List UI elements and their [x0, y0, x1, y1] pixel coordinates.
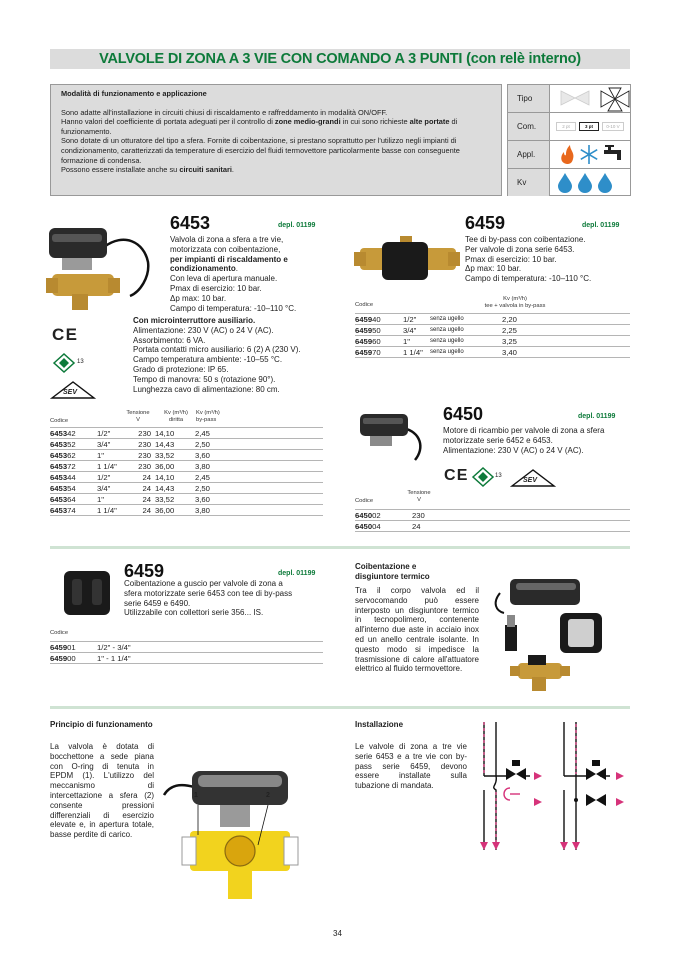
code-prefix: 6459 [50, 642, 68, 652]
insulation-shell-illustration [58, 565, 116, 620]
table-6450 [355, 509, 630, 532]
intro-p2 [61, 117, 491, 136]
desc-6459-tee-l3: Pmax di esercizio: 10 bar. [465, 254, 557, 264]
product-image-6459-shell [58, 565, 116, 620]
code-prefix: 6459 [355, 336, 373, 346]
code-cell [355, 314, 403, 325]
th-6453-kv2a: Kv (m³/h) [196, 410, 220, 416]
th-6459-tee-kv2: tee + valvola in by-pass [484, 303, 546, 309]
code-cell [50, 461, 97, 472]
coib-title-1: Coibentazione e [355, 562, 417, 571]
kv-cell: 2,25 [502, 325, 630, 336]
code-suffix: 72 [67, 461, 76, 471]
kv-cell: 3,25 [502, 336, 630, 347]
code-suffix: 52 [67, 439, 76, 449]
th-6453-kv-bypass [196, 410, 230, 424]
spec-label-appl: Appl. [508, 141, 550, 168]
intro-box [50, 84, 502, 196]
com-option-2pt: 2 pt [556, 122, 576, 131]
size-cell: 1 1/4" [97, 461, 130, 472]
desc-6450 [443, 426, 633, 455]
size-cell: 1/2" [97, 428, 130, 439]
intro-p2b: zone medio-grandi [274, 117, 341, 127]
desc-6453-l8: Campo di temperatura: -10–110 °C. [170, 303, 297, 313]
spec-label-tipo: Tipo [508, 85, 550, 112]
spec-row-com [508, 113, 630, 141]
kv-cell: 2,20 [502, 314, 630, 325]
intro-p2e: di funzionamento. [61, 117, 458, 136]
table-row [50, 461, 323, 472]
code-suffix: 00 [67, 653, 76, 663]
th-6453-voltage-2: V [136, 417, 140, 423]
code-suffix: 02 [372, 510, 381, 520]
desc-6459-shell-l2: sfera motorizzate serie 6453 con tee di by-pass [124, 588, 293, 598]
callout-2: 2 [266, 792, 270, 799]
desc-6453-l4: condizionamento [170, 264, 236, 274]
th-6450-voltage-2: V [417, 497, 421, 503]
code-prefix: 6459 [50, 653, 68, 663]
desc-6453-l16: Lunghezza cavo di alimentazione: 80 cm. [133, 384, 280, 394]
code-suffix: 04 [372, 521, 381, 531]
table-row [355, 336, 630, 347]
code-suffix: 74 [67, 505, 76, 515]
installation-schematic [470, 716, 630, 856]
code-suffix: 50 [372, 325, 381, 335]
product-image-6453 [44, 222, 154, 317]
voltage-cell: 230 [130, 461, 155, 472]
note-cell: senza ugello [430, 336, 502, 347]
desc-6459-tee [465, 235, 635, 284]
imq-mark-icon [471, 466, 505, 488]
intro-p4c: . [231, 165, 234, 175]
code-cell [355, 347, 403, 358]
code-prefix: 6459 [355, 325, 373, 335]
snowflake-icon [581, 145, 597, 164]
install-title: Installazione [355, 720, 404, 729]
coib-body: Tra il corpo valvola ed il servocomando può essere interposto un disgiuntore termico in tecnopolimero, contenente all'interno due aste in acciaio inox ed un anello centrale isolante. In questo modo si impedisce la trasmissione di calore all'attuatore elettrico al fluido termovettore. [355, 586, 479, 674]
desc-6453-l1: Valvola di zona a sfera a tre vie, [170, 235, 284, 244]
desc-6450-l3: Alimentazione: 230 V (AC) o 24 V (AC). [443, 445, 584, 455]
size-cell: 1 1/4" [97, 505, 130, 516]
table-row [50, 653, 323, 664]
application-icon-group [551, 141, 631, 168]
drop-icon [578, 173, 592, 193]
code-prefix: 6453 [50, 428, 68, 438]
install-diagram [470, 716, 630, 856]
code-suffix: 01 [67, 642, 76, 652]
code-cell [50, 494, 97, 505]
depl-6450: depl. 01199 [578, 413, 616, 420]
size-cell: 1/2" [403, 314, 430, 325]
desc-6459-shell-l3: serie 6459 e 6490. [124, 598, 191, 608]
bypass-tee-illustration [352, 230, 462, 290]
kv-straight-cell: 33,52 [155, 450, 195, 461]
desc-6453-l7: Δp max: 10 bar. [170, 293, 227, 303]
spec-table [507, 84, 631, 196]
kv-bypass-cell: 3,60 [195, 450, 323, 461]
th-6453-voltage-1: Tensione [126, 410, 150, 416]
depl-6459-shell: depl. 01199 [278, 570, 316, 577]
th-6453-kv1a: Kv (m³/h) [164, 410, 188, 416]
table-row [50, 505, 323, 516]
sev-text: SEV [523, 477, 538, 484]
code-suffix: 62 [67, 450, 76, 460]
intro-p2d: alte portate [409, 117, 450, 127]
th-6450-voltage [404, 490, 434, 504]
code-cell [355, 521, 410, 532]
thermal-disconnector-illustration [490, 573, 630, 701]
kv-bypass-cell: 3,80 [195, 505, 323, 516]
kv-straight-cell: 36,00 [155, 461, 195, 472]
kv-drops [551, 169, 631, 196]
intro-heading: Modalità di funzionamento e applicazione [61, 89, 207, 98]
install-body: Le valvole di zona a tre vie serie 6453 e a tre vie con by-pass serie 6459, devono essere installate sulla tubazione di mandata. [355, 742, 467, 791]
desc-6453-l3: per impianti di riscaldamento e [170, 254, 288, 264]
voltage-cell: 230 [130, 439, 155, 450]
sev-mark-icon [50, 380, 96, 400]
code-prefix: 6453 [50, 483, 68, 493]
code-suffix: 70 [372, 347, 381, 357]
size-cell: 1/2" [97, 472, 130, 483]
table-row [50, 483, 323, 494]
com-option-3pt: 3 pt [579, 122, 599, 131]
principio-image [160, 765, 320, 905]
drop-icon [558, 173, 572, 193]
title-bar [50, 49, 630, 69]
section-divider [50, 706, 630, 709]
voltage-cell: 24 [130, 483, 155, 494]
desc-6459-shell-l1: Coibentazione a guscio per valvole di zona a [124, 579, 283, 588]
kv-bypass-cell: 2,45 [195, 428, 323, 439]
code-cell [50, 428, 97, 439]
intro-p3: Sono dotate di un otturatore del tipo a sfera. Fornite di coibentazione, si prestano soprattutto per l'utilizzo negli impianti di condizionamento, caratterizzati da temperature di esercizio del fluidi termovettore particolarmente basse con conseguente formazione di condensa. [61, 136, 460, 165]
kv-straight-cell: 14,43 [155, 439, 195, 450]
valve-symbol-icon [551, 85, 631, 112]
code-cell [355, 510, 410, 521]
th-6459-tee-code: Codice [355, 302, 374, 308]
th-6450-voltage-1: Tensione [407, 490, 431, 496]
size-cell: 3/4" [97, 439, 130, 450]
table-row [50, 439, 323, 450]
table-6459-shell [50, 641, 323, 664]
note-cell: senza ugello [430, 314, 502, 325]
intro-p2c: in cui sono richieste [340, 117, 410, 127]
product-code-6459-shell: 6459 [124, 561, 165, 581]
imq-number: 13 [495, 473, 502, 479]
voltage-cell: 24 [130, 472, 155, 483]
table-row [50, 450, 323, 461]
code-cell [50, 483, 97, 494]
spec-row-tipo [508, 85, 630, 113]
desc-6453-electric [133, 316, 333, 394]
table-row [50, 494, 323, 505]
code-suffix: 54 [67, 483, 76, 493]
depl-6459-tee: depl. 01199 [582, 222, 620, 229]
intro-p4b: circuiti sanitari [179, 165, 232, 175]
sev-mark-icon [510, 468, 556, 488]
th-6459-shell-code: Codice [50, 630, 69, 636]
table-row [50, 642, 323, 653]
coib-title [355, 562, 430, 582]
principio-title: Principio di funzionamento [50, 720, 153, 729]
code-cell [355, 336, 403, 347]
code-cell [50, 439, 97, 450]
principio-body: La valvola è dotata di bocchettone a sede piana con O-ring di tenuta in EPDM (1). L'utilizzo del meccanismo di intercettazione a sfera (2) consente pressioni differenziali di esercizio elevate e, in apertura totale, basse perdite di carico. [50, 742, 154, 840]
table-row [355, 521, 630, 532]
code-prefix: 6453 [50, 505, 68, 515]
desc-6459-shell-l4: Utilizzabile con collettori serie 356... IS. [124, 608, 264, 618]
table-row [50, 472, 323, 483]
code-suffix: 44 [67, 472, 76, 482]
code-prefix: 6459 [355, 314, 373, 324]
code-suffix: 42 [67, 428, 76, 438]
code-suffix: 60 [372, 336, 381, 346]
product-code-6453: 6453 [170, 213, 211, 233]
flame-icon [561, 145, 573, 164]
desc-6453-l9: Con microinterruttore ausiliario. [133, 316, 256, 325]
page-title: VALVOLE DI ZONA A 3 VIE CON COMANDO A 3 PUNTI (con relè interno) [99, 51, 581, 67]
voltage-cell: 24 [130, 505, 155, 516]
intro-p4 [61, 165, 491, 175]
code-prefix: 6450 [355, 521, 373, 531]
th-6453-voltage [123, 410, 153, 424]
desc-6453-l12: Portata contatti micro ausiliario: 6 (2) A (230 V). [133, 345, 301, 355]
code-prefix: 6453 [50, 450, 68, 460]
valve-type-icons [551, 85, 630, 112]
ce-mark-icon: C E [444, 467, 467, 484]
spec-row-kv [508, 169, 630, 197]
kv-straight-cell: 14,10 [155, 472, 195, 483]
code-suffix: 64 [67, 494, 76, 504]
valve-cross-section-illustration [160, 765, 320, 905]
section-divider [50, 546, 630, 549]
kv-icons [551, 169, 630, 196]
valve-actuator-illustration [44, 222, 154, 317]
desc-6459-shell [124, 579, 324, 618]
kv-straight-cell: 14,10 [155, 428, 195, 439]
com-option-0-10v: 0-10 V [602, 122, 624, 131]
table-row [355, 314, 630, 325]
kv-bypass-cell: 3,80 [195, 461, 323, 472]
coib-image [490, 573, 630, 701]
drop-icon [598, 173, 612, 193]
desc-6453-l5: Con leva di apertura manuale. [170, 274, 278, 284]
imq-mark-icon [52, 352, 82, 372]
kv-straight-cell: 36,00 [155, 505, 195, 516]
th-6453-kv1b: diritta [168, 417, 184, 423]
spec-row-appl [508, 141, 630, 169]
th-6450-code: Codice [355, 498, 374, 504]
note-cell: senza ugello [430, 325, 502, 336]
desc-6459-tee-l1: Tee di by-pass con coibentazione. [465, 235, 586, 244]
desc-6453: Valvola di zona a sfera a tre vie, motorizzata con coibentazione, per impianti di riscaldamento e condizionamento. Con leva di apertura manuale. Pmax di esercizio: 10 bar. Δp max: 10 bar. Campo di temperatura: -10–110 °C. [170, 235, 330, 313]
size-cell: 3/4" [403, 325, 430, 336]
spec-label-com: Com. [508, 113, 550, 140]
table-6453 [50, 427, 323, 516]
sev-text: SEV [63, 389, 78, 396]
code-prefix: 6453 [50, 494, 68, 504]
table-row [355, 325, 630, 336]
intro-p1: Sono adatte all'installazione in circuiti chiusi di riscaldamento e raffreddamento in modalità ON/OFF. [61, 107, 388, 117]
intro-p2a: Hanno valori del coefficiente di portata adeguati per il controllo di [61, 117, 275, 127]
application-icons [551, 141, 630, 168]
desc-6459-tee-l5: Campo di temperatura: -10–110 °C. [465, 274, 592, 284]
depl-6453: depl. 01199 [278, 222, 316, 229]
size-cell: 1" - 1 1/4" [97, 653, 323, 664]
voltage-cell: 230 [130, 450, 155, 461]
size-cell: 1" [403, 336, 430, 347]
kv-bypass-cell: 2,45 [195, 472, 323, 483]
kv-straight-cell: 14,43 [155, 483, 195, 494]
th-6459-tee-kv [470, 296, 560, 310]
desc-6453-l10: Alimentazione: 230 V (AC) o 24 V (AC). [133, 325, 274, 335]
code-cell [50, 505, 97, 516]
size-cell: 1 1/4" [403, 347, 430, 358]
code-suffix: 40 [372, 314, 381, 324]
code-cell [50, 642, 97, 653]
product-code-6450: 6450 [443, 404, 484, 424]
kv-bypass-cell: 3,60 [195, 494, 323, 505]
table-row [50, 428, 323, 439]
desc-6450-l2: motorizzate serie 6452 e 6453. [443, 435, 553, 445]
intro-p4a: Possono essere installate anche su [61, 165, 180, 175]
desc-6453-l13: Campo temperatura ambiente: -10–55 °C. [133, 355, 283, 365]
code-cell [50, 450, 97, 461]
product-code-6459-tee: 6459 [465, 213, 506, 233]
desc-6453-l14: Grado di protezione: IP 65. [133, 364, 229, 374]
page-number: 34 [333, 929, 342, 938]
table-row [355, 347, 630, 358]
voltage-cell: 24 [410, 521, 630, 532]
kv-straight-cell: 33,52 [155, 494, 195, 505]
desc-6450-l1: Motore di ricambio per valvole di zona a sfera [443, 426, 605, 435]
kv-cell: 3,40 [502, 347, 630, 358]
kv-bypass-cell: 2,50 [195, 483, 323, 494]
product-image-6459-tee [352, 230, 462, 290]
table-6459-tee [355, 313, 630, 358]
size-cell: 3/4" [97, 483, 130, 494]
code-prefix: 6453 [50, 439, 68, 449]
th-6459-tee-kv1: Kv (m³/h) [503, 296, 527, 302]
note-cell: senza ugello [430, 347, 502, 358]
size-cell: 1/2" - 3/4" [97, 642, 323, 653]
product-image-6450 [355, 408, 435, 463]
code-prefix: 6453 [50, 461, 68, 471]
desc-6453-l2: motorizzata con coibentazione, [170, 244, 281, 254]
desc-6459-tee-l2: Per valvole di zona serie 6453. [465, 244, 575, 254]
th-6453-kv2b: by-pass [196, 417, 217, 423]
kv-bypass-cell: 2,50 [195, 439, 323, 450]
table-row [355, 510, 630, 521]
code-cell [50, 472, 97, 483]
command-options [551, 113, 630, 140]
desc-6453-l11: Assorbimento: 6 VA. [133, 335, 206, 345]
code-prefix: 6450 [355, 510, 373, 520]
desc-6453-l6: Pmax di esercizio: 10 bar. [170, 283, 262, 293]
size-cell: 1" [97, 450, 130, 461]
ce-mark-icon: C E [52, 325, 77, 344]
desc-6453-l15: Tempo di manovra: 50 s (rotazione 90°). [133, 374, 276, 384]
voltage-cell: 24 [130, 494, 155, 505]
spec-label-kv: Kv [508, 169, 550, 196]
code-prefix: 6453 [50, 472, 68, 482]
code-cell [50, 653, 97, 664]
callout-1: 1 [194, 792, 198, 799]
coib-title-2: disgiuntore termico [355, 572, 430, 581]
th-6453-kv-straight [159, 410, 193, 424]
size-cell: 1" [97, 494, 130, 505]
tap-icon [604, 145, 621, 160]
code-prefix: 6459 [355, 347, 373, 357]
th-6453-code: Codice [50, 418, 69, 424]
motor-illustration [355, 408, 435, 463]
code-cell [355, 325, 403, 336]
voltage-cell: 230 [130, 428, 155, 439]
desc-6459-tee-l4: Δp max: 10 bar. [465, 264, 522, 274]
voltage-cell: 230 [410, 510, 630, 521]
imq-number: 13 [77, 359, 84, 365]
